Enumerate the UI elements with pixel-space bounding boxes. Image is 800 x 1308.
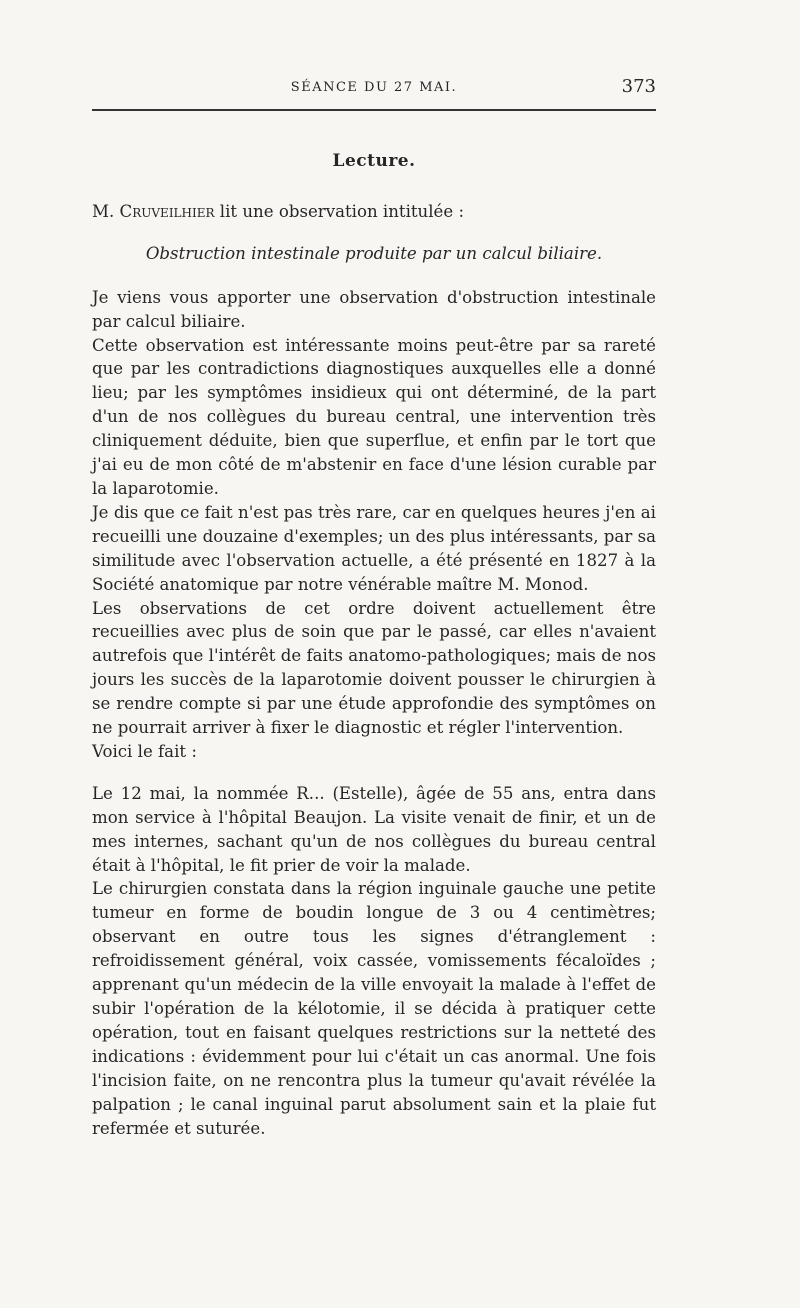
author-name: Cruveilhier — [119, 201, 215, 221]
paragraph-2: Cette observation est intéressante moins peut-être par sa rareté que par les contradictions diagnostiques auxquelles elle a donné lieu; par les symptômes insidieux qui ont déterminé, de la part d'un de nos collègues du bureau central, une intervention très cliniquement déduite, bien que superflue, et enfin par le tort que j'ai eu de mon côté de m'abstenir en face d'une lésion curable par la laparotomie. — [92, 335, 656, 498]
paragraph-1: Je viens vous apporter une observation d'obstruction intestinale par calcul biliaire. — [92, 287, 656, 331]
observation-title: Obstruction intestinale produite par un calcul biliaire. — [145, 243, 603, 263]
intro-suffix: lit une observation intitulée : — [214, 201, 465, 221]
running-head: SÉANCE DU 27 MAI. — [290, 80, 458, 95]
paragraph-6: Le 12 mai, la nommée R... (Estelle), âgée de 55 ans, entra dans mon service à l'hôpital Beaujon. La visite venait de finir, et un de mes internes, sachant qu'un de nos collègues du bureau central était à l'hôpital, le fit prier de voir la malade. — [92, 783, 656, 875]
page-body — [92, 150, 656, 1140]
paragraph-4: Les observations de cet ordre doivent actuellement être recueillies avec plus de soin que par le passé, car elles n'avaient autrefois que l'intérêt de faits anatomo-pathologiques; mais de nos jours les succès de la laparotomie doivent pousser le chirurgien à se rendre compte si par une étude approfondie des symptômes on ne pourrait arriver à fixer le diagnostic et régler l'intervention. — [92, 598, 656, 738]
paragraph-5: Voici le fait : — [92, 741, 197, 761]
section-title: Lecture. — [332, 151, 416, 171]
page-header — [92, 72, 656, 102]
intro-prefix: M. — [92, 201, 120, 221]
paragraph-3: Je dis que ce fait n'est pas très rare, car en quelques heures j'en ai recueilli une douzaine d'exemples; un des plus intéressants, par sa similitude avec l'observation actuelle, a été présenté en 1827 à la Société anatomique par notre vénérable maître M. Monod. — [92, 502, 656, 594]
header-rule — [92, 109, 656, 111]
intro-line — [92, 200, 656, 224]
page-number: 373 — [621, 76, 656, 97]
paragraph-7: Le chirurgien constata dans la région inguinale gauche une petite tumeur en forme de boudin longue de 3 ou 4 centimètres; observant en outre tous les signes d'étranglement : refroidissement général, voix cassée, vomissements fécaloïdes ; apprenant qu'un médecin de la ville envoyait la malade à l'effet de subir l'opération de la kélotomie, il se décida à pratiquer cette opération, tout en faisant quelques restrictions sur la netteté des indications : évidemment pour lui c'était un cas anormal. Une fois l'incision faite, on ne rencontra plus la tumeur qu'avait révélée la palpation ; le canal inguinal parut absolument sain et la plaie fut refermée et suturée. — [92, 879, 656, 1138]
